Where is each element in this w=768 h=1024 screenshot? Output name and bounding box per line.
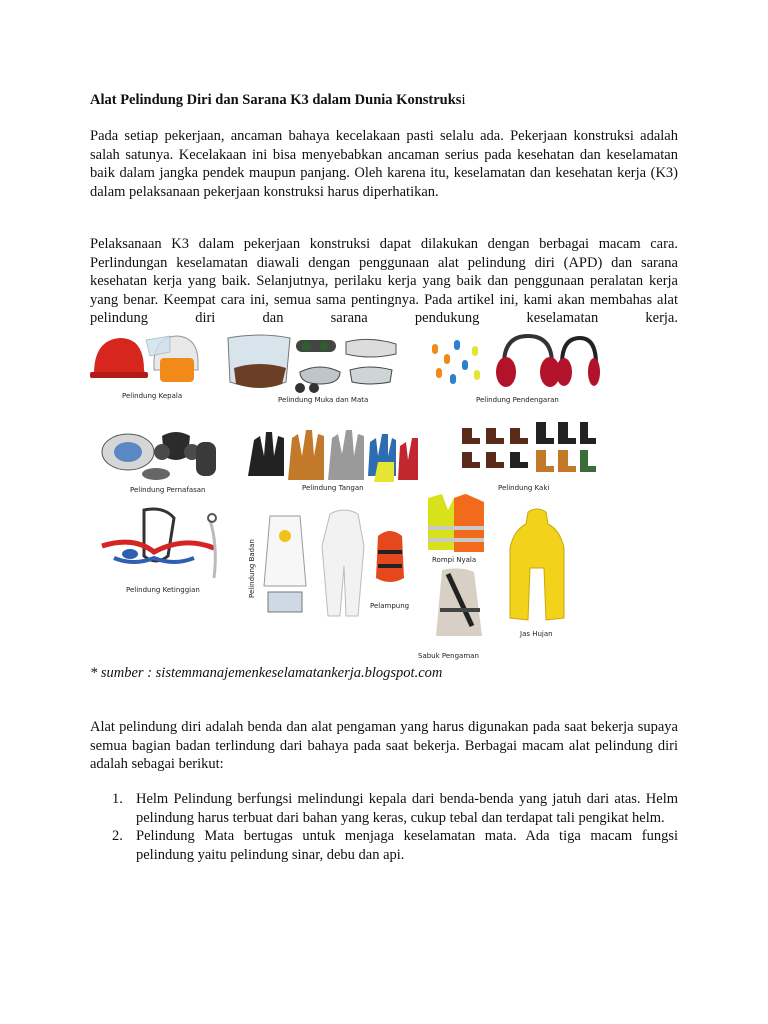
caption-pelindung-ketinggian: Pelindung Ketinggian: [126, 586, 200, 594]
apd-definition-paragraph: Alat pelindung diri adalah benda dan alat pengaman yang harus digunakan pada saat bekerja supaya semua bagian badan terlindung dari bahaya pada saat bekerja. Berbagai macam alat pelindung diri adalah sebagai berikut:: [90, 719, 678, 773]
caption-pelampung: Pelampung: [370, 602, 410, 610]
harness-icon: [94, 506, 234, 586]
apd-list: [90, 790, 678, 864]
list-item: [90, 827, 678, 864]
source-citation: * sumber : sistemmanajemenkeselamatankerja.blogspot.com: [90, 665, 443, 681]
caption-pelindung-tangan: Pelindung Tangan: [302, 484, 364, 492]
list-number: 2.: [112, 828, 123, 845]
intro-paragraph: Pada setiap pekerjaan, ancaman bahaya kecelakaan pasti selalu ada. Pekerjaan konstruksi adalah salah satunya. Kecelakaan ini bisa menyebabkan ancaman serius pada kesehatan dan keselamatan baik dalam jangka pendek maupun panjang. Oleh karena itu, keselamatan dan kesehatan kerja (K3) dalam pelaksanaan pekerjaan konstruksi harus diperhatikan.: [90, 128, 678, 200]
k3-paragraph: Pelaksanaan K3 dalam pekerjaan konstruksi dapat dilakukan dengan berbagai macam cara. Perlindungan keselamatan diawali dengan penggunaan alat pelindung diri (APD) dan sarana kesehatan kerja yang baik. Selanjutnya, perilaku kerja yang baik dan penggunaan peralatan kerja yang benar. Keempat cara ini, semua sama pentingnya. Pada artikel ini, kami akan membahas alat pelindung diri dan sarana pendukung keselamatan kerja.: [90, 236, 678, 327]
caption-pelindung-kaki: Pelindung Kaki: [498, 484, 550, 492]
caption-sabuk-pengaman: Sabuk Pengaman: [418, 652, 479, 660]
boots-icon: [458, 420, 598, 478]
gloves-icon: [244, 426, 424, 484]
caption-pelindung-kepala: Pelindung Kepala: [122, 392, 183, 400]
caption-rompi-nyala: Rompi Nyala: [432, 556, 477, 564]
document-title: Alat Pelindung Diri dan Sarana K3 dalam Dunia Konstruksi: [90, 92, 466, 108]
caption-pelindung-muka-mata: Pelindung Muka dan Mata: [278, 396, 369, 404]
seatbelt-icon: [426, 566, 496, 642]
vest-icon: [424, 490, 488, 554]
caption-jas-hujan: Jas Hujan: [520, 630, 553, 638]
caption-pelindung-pernafasan: Pelindung Pernafasan: [130, 486, 206, 494]
caption-pelindung-badan: Pelindung Badan: [248, 539, 256, 598]
respirator-icon: [96, 422, 226, 482]
list-text: Pelindung Mata bertugas untuk menjaga keselamatan mata. Ada tiga macam fungsi pelindung yaitu pelindung sinar, debu dan api.: [136, 828, 678, 863]
earmuff-icon: [428, 334, 598, 392]
helmet-icon: [90, 330, 205, 390]
raincoat-icon: [508, 508, 566, 628]
list-item: [90, 790, 678, 827]
list-text: Helm Pelindung berfungsi melindungi kepala dari benda-benda yang jatuh dari atas. Helm pelindung harus terbuat dari bahan yang keras, cukup tebal dan terdapat tali pengikat helm.: [136, 791, 678, 826]
caption-pelindung-pendengaran: Pelindung Pendengaran: [476, 396, 559, 404]
face-shield-icon: [220, 332, 420, 394]
list-number: 1.: [112, 791, 123, 807]
ppe-figure: [88, 330, 608, 665]
